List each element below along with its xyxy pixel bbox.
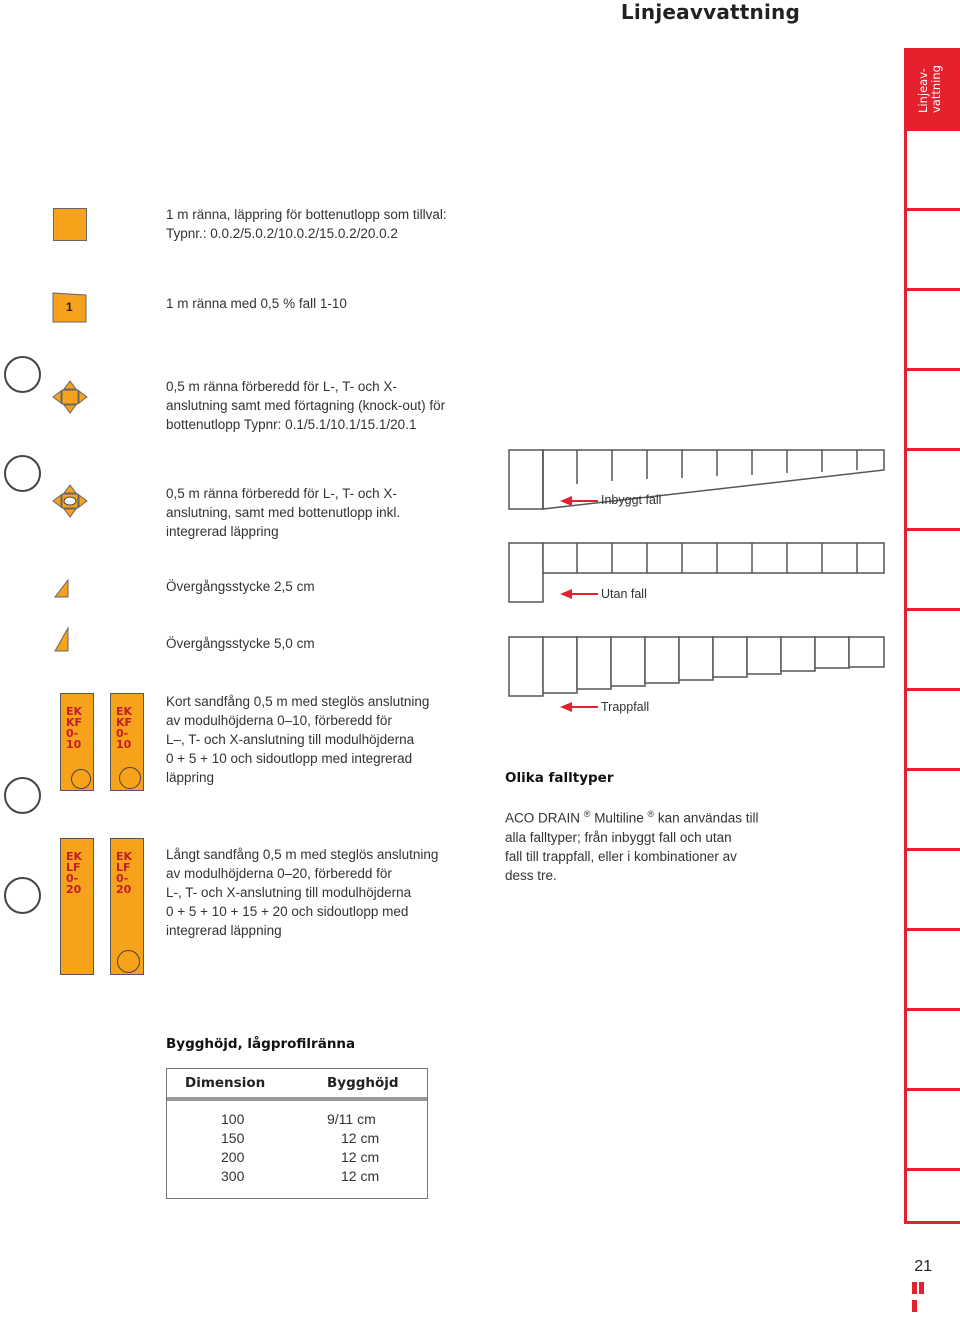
outlet-knob-icon xyxy=(71,769,91,789)
strip-label-3: 0-20 xyxy=(116,872,132,896)
outlet-circle-icon xyxy=(4,356,41,393)
item1-text xyxy=(166,205,447,243)
tab-linjeavvattning[interactable] xyxy=(904,48,960,128)
table-header xyxy=(167,1069,427,1101)
strip-ek-lf-2 xyxy=(110,838,144,975)
transition-2-5-icon xyxy=(54,578,70,598)
cell-dimension: 100 xyxy=(221,1111,245,1127)
page-title: Linjeavvattning xyxy=(620,0,800,24)
falltyper-title: Olika falltyper xyxy=(505,770,614,786)
item6-text: Övergångsstycke 5,0 cm xyxy=(166,636,315,651)
cell-height: 12 cm xyxy=(341,1130,380,1146)
strip-ek-lf-1 xyxy=(60,838,94,975)
tab-6[interactable] xyxy=(904,448,960,528)
item1-line1: 1 m ränna, läppring för bottenutlopp som tillval: xyxy=(166,207,447,222)
label-no-slope: Utan fall xyxy=(601,587,647,601)
table-row xyxy=(221,1168,244,1184)
tab-9[interactable] xyxy=(904,688,960,768)
diagram-stepped xyxy=(508,636,890,698)
falltyper-text xyxy=(505,805,758,885)
brand-multiline: Multiline xyxy=(594,810,644,826)
strip-label-2: LF xyxy=(116,861,131,874)
height-table xyxy=(166,1068,428,1199)
arrow-line xyxy=(570,706,598,708)
header-dimension: Dimension xyxy=(185,1075,266,1091)
tab-15[interactable] xyxy=(904,1168,960,1224)
tab-label-line1: Linjeav- xyxy=(916,68,930,113)
connection-outlet-icon xyxy=(52,484,88,518)
strip-label-3: 0-20 xyxy=(66,872,82,896)
item2-text: 1 m ränna med 0,5 % fall 1-10 xyxy=(166,296,347,311)
tab-14[interactable] xyxy=(904,1088,960,1168)
cell-dimension: 150 xyxy=(221,1130,245,1146)
connection-arrows-icon xyxy=(52,380,88,414)
outlet-circle-icon-4 xyxy=(4,877,41,914)
cell-height: 9/11 cm xyxy=(327,1111,376,1127)
table-row xyxy=(341,1168,379,1184)
outlet-circle-icon-2 xyxy=(4,455,41,492)
page-mark-icon xyxy=(912,1281,932,1293)
outlet-knob-icon xyxy=(117,950,140,973)
tab-5[interactable] xyxy=(904,368,960,448)
table-row xyxy=(221,1130,244,1146)
reg-mark: ® xyxy=(583,809,591,819)
item8-line5: integrerad läppning xyxy=(166,923,282,938)
item8-line3: L-, T- och X-anslutning till modulhöjderna xyxy=(166,885,412,900)
strip-label-1: EK xyxy=(66,705,83,718)
transition-5-0-icon xyxy=(54,626,70,652)
item4-line2: anslutning, samt med bottenutlopp inkl. xyxy=(166,505,401,520)
tab-13[interactable] xyxy=(904,1008,960,1088)
tab-11[interactable] xyxy=(904,848,960,928)
arrow-line xyxy=(570,500,598,502)
side-tabs xyxy=(902,48,960,1228)
tab-3[interactable] xyxy=(904,208,960,288)
item3-text xyxy=(166,377,445,434)
falltyper-line2: alla falltyper; från inbyggt fall och utan xyxy=(505,829,732,845)
table-row xyxy=(341,1130,379,1146)
falltyper-line4: dess tre. xyxy=(505,867,557,883)
falltyper-line1-rest: kan användas till xyxy=(657,810,759,826)
item5-text: Övergångsstycke 2,5 cm xyxy=(166,579,315,594)
cell-dimension: 300 xyxy=(221,1168,245,1184)
tab-2[interactable] xyxy=(904,128,960,208)
cell-height: 12 cm xyxy=(341,1168,380,1184)
item7-line5: läppring xyxy=(166,770,215,785)
item7-line2: av modulhöjderna 0–10, förberedd för xyxy=(166,713,392,728)
tab-4[interactable] xyxy=(904,288,960,368)
label-stepped: Trappfall xyxy=(601,700,650,714)
cell-dimension: 200 xyxy=(221,1149,245,1165)
strip-label-2: KF xyxy=(66,716,83,729)
item4-line3: integrerad läppring xyxy=(166,524,279,539)
strip-ek-kf-2 xyxy=(110,693,144,791)
strip-label-1: EK xyxy=(116,705,133,718)
item3-line2: anslutning samt med förtagning (knock-out) för xyxy=(166,398,446,413)
item7-line3: L–, T- och X-anslutning till modulhöjderna xyxy=(166,732,415,747)
table-title: Bygghöjd, lågprofilränna xyxy=(166,1036,356,1052)
item3-line1: 0,5 m ränna förberedd för L-, T- och X- xyxy=(166,379,397,394)
item1-line2: Typnr.: 0.0.2/5.0.2/10.0.2/15.0.2/20.0.2 xyxy=(166,226,398,241)
table-row xyxy=(341,1149,379,1165)
strip-label-3: 0-10 xyxy=(116,727,132,751)
tab-7[interactable] xyxy=(904,528,960,608)
outlet-knob-icon xyxy=(119,767,141,789)
strip-label-2: KF xyxy=(116,716,133,729)
table-row xyxy=(221,1149,244,1165)
table-row xyxy=(221,1111,244,1127)
page-number: 21 xyxy=(914,1258,932,1275)
item4-line1: 0,5 m ränna förberedd för L-, T- och X- xyxy=(166,486,397,501)
outlet-circle-icon-3 xyxy=(4,777,41,814)
strip-label-2: LF xyxy=(66,861,81,874)
table-row xyxy=(327,1111,376,1127)
channel-1m-icon xyxy=(53,208,87,241)
strip-ek-kf-1 xyxy=(60,693,94,791)
reg-mark: ® xyxy=(647,809,655,819)
header-bygghojd: Bygghöjd xyxy=(327,1075,399,1091)
item4-text xyxy=(166,484,400,541)
cell-height: 12 cm xyxy=(341,1149,380,1165)
item2-badge: 1 xyxy=(66,300,73,314)
item8-line1: Långt sandfång 0,5 m med steglös anslutning xyxy=(166,847,439,862)
item7-text xyxy=(166,692,429,787)
tab-10[interactable] xyxy=(904,768,960,848)
item7-line4: 0 + 5 + 10 och sidoutlopp med integrerad xyxy=(166,751,413,766)
item8-text xyxy=(166,845,438,940)
item8-line4: 0 + 5 + 10 + 15 + 20 och sidoutlopp med xyxy=(166,904,409,919)
strip-label-1: EK xyxy=(66,850,83,863)
tab-12[interactable] xyxy=(904,928,960,1008)
item8-line2: av modulhöjderna 0–20, förberedd för xyxy=(166,866,392,881)
strip-label-1: EK xyxy=(116,850,133,863)
brand-aco: ACO DRAIN xyxy=(505,810,581,826)
arrow-line xyxy=(570,593,598,595)
tab-label-line2: vattning xyxy=(929,65,943,113)
label-built-in: Inbyggt fall xyxy=(601,493,662,507)
falltyper-line1 xyxy=(505,805,758,828)
item3-line3: bottenutlopp Typnr: 0.1/5.1/10.1/15.1/20.1 xyxy=(166,417,417,432)
falltyper-line3: fall till trappfall, eller i kombinationer av xyxy=(505,848,737,864)
strip-label-3: 0-10 xyxy=(66,727,82,751)
tab-8[interactable] xyxy=(904,608,960,688)
item7-line1: Kort sandfång 0,5 m med steglös anslutning xyxy=(166,694,430,709)
